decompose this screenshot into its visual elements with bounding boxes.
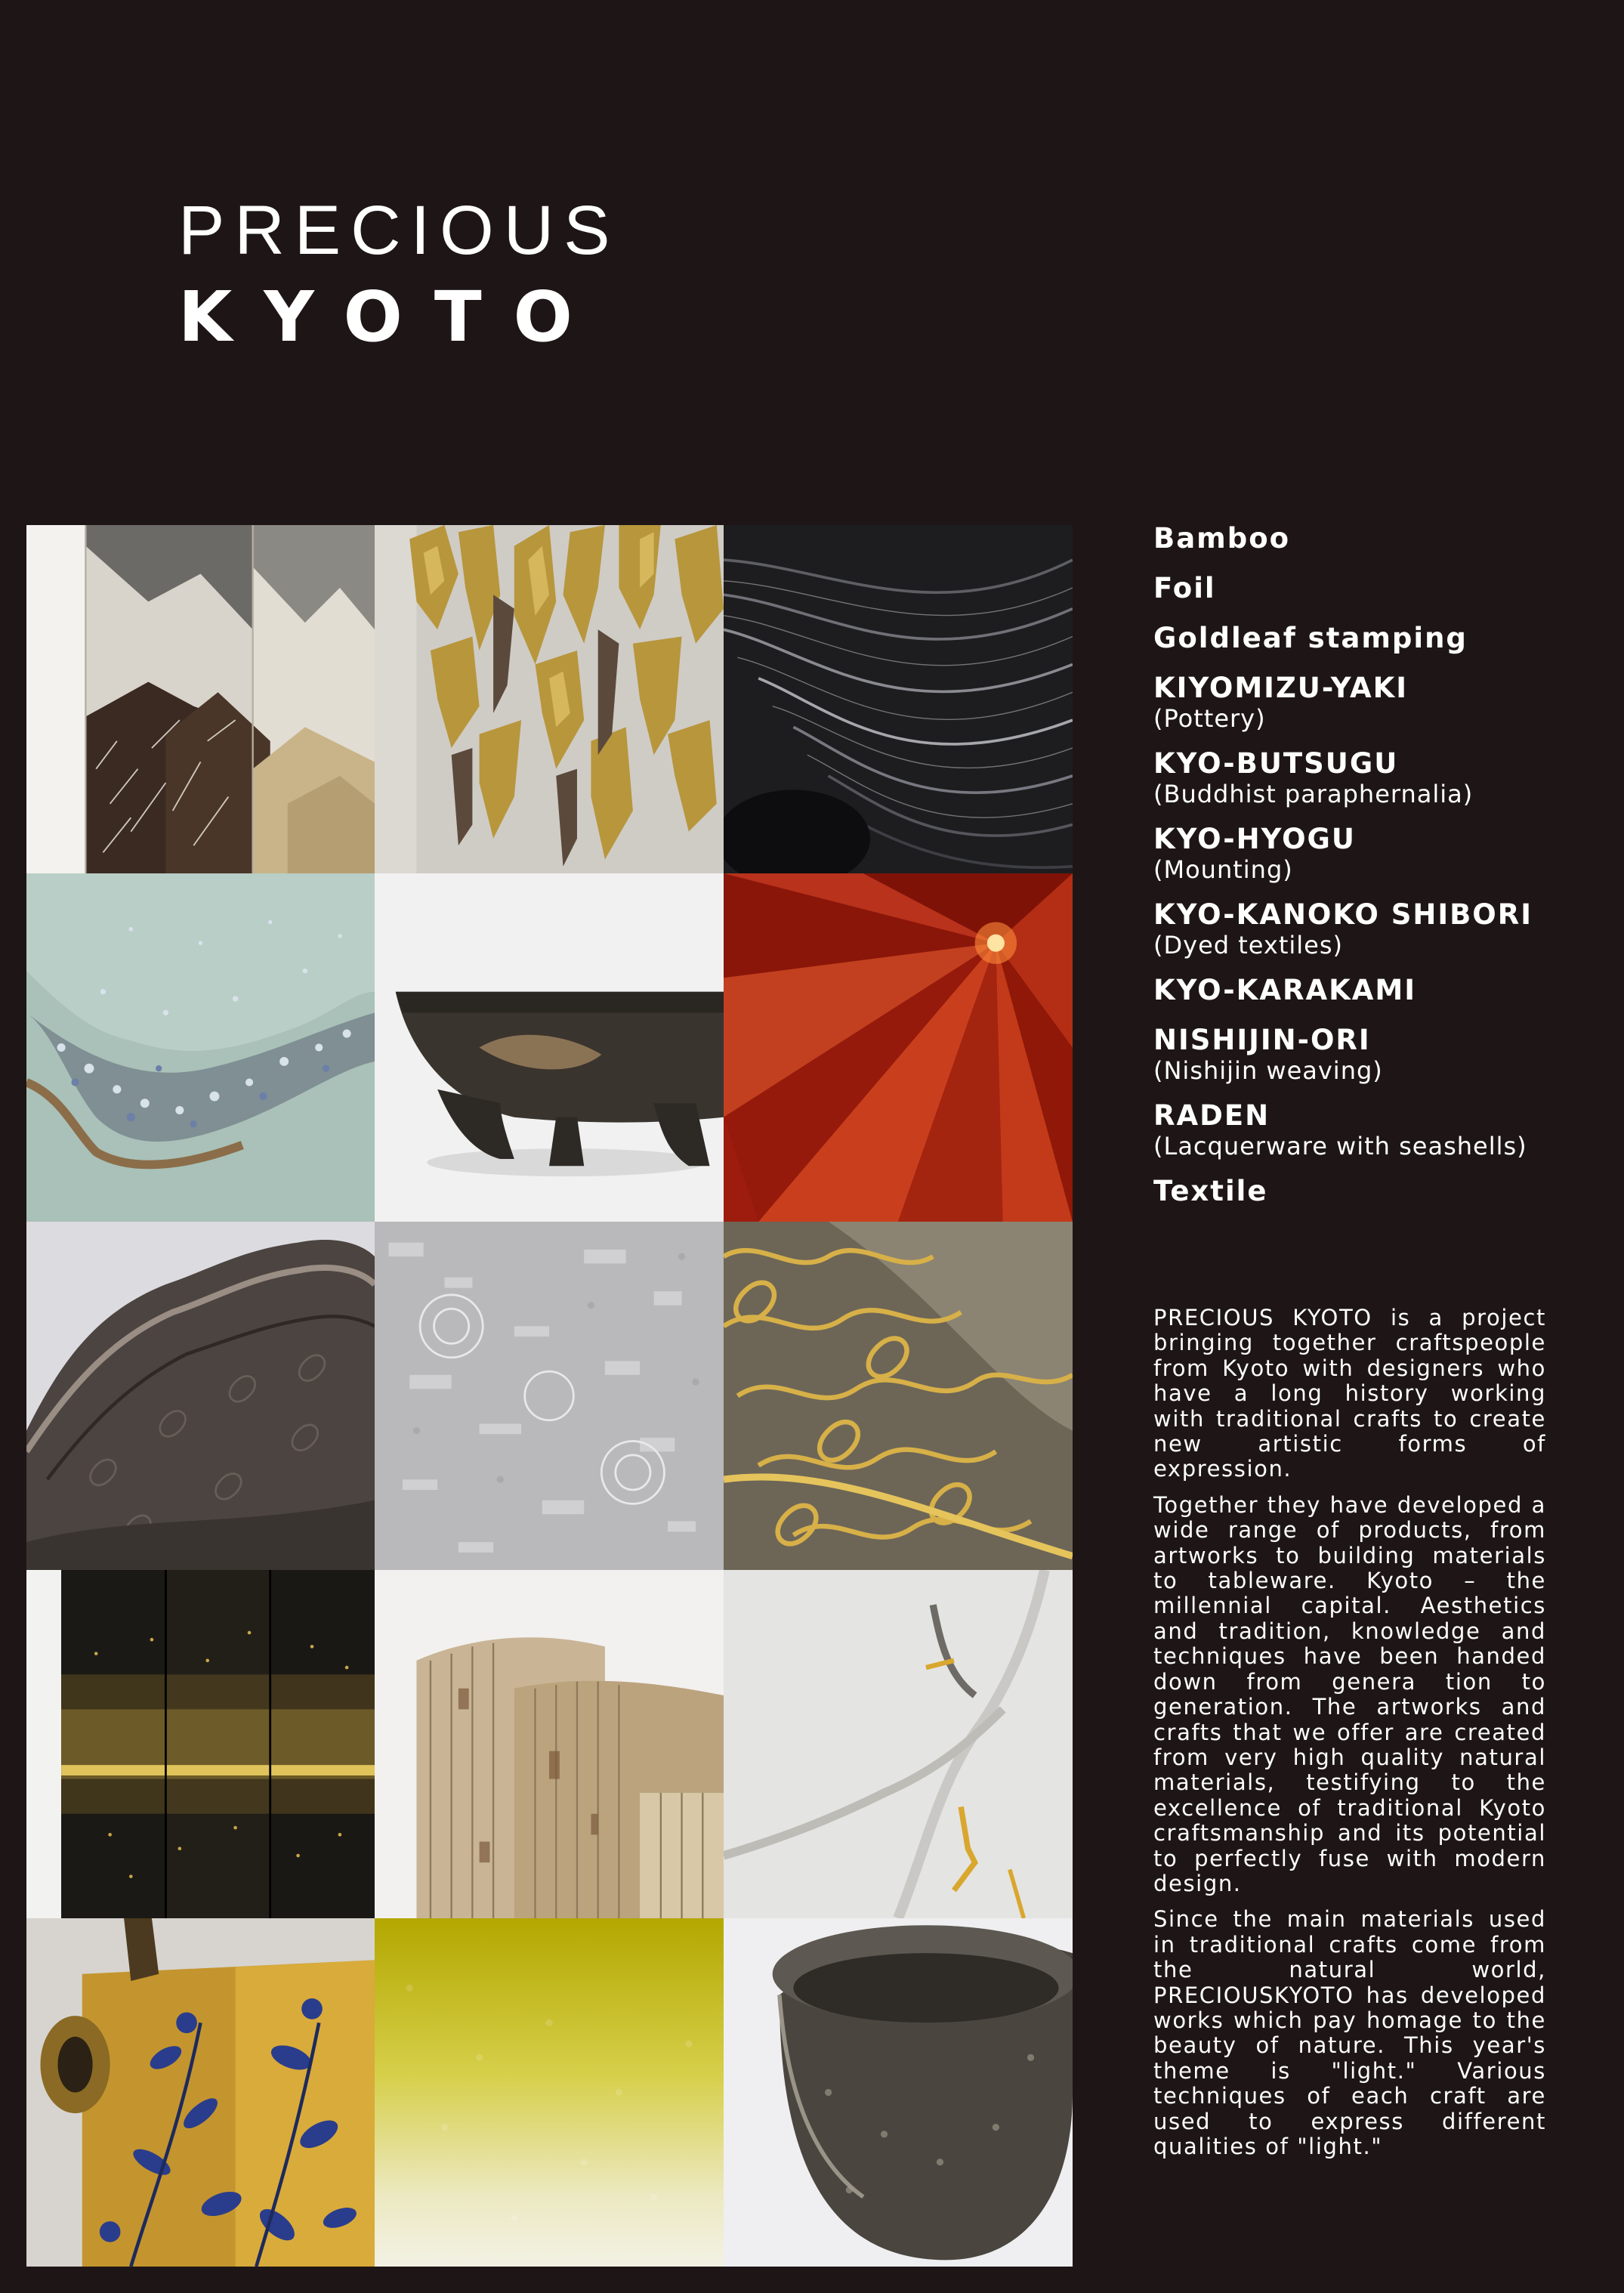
- craft-name: RADEN: [1153, 1099, 1270, 1132]
- craft-item: [1153, 1021, 1607, 1085]
- photo-bamboo-blind-sculpture: [375, 1570, 724, 1918]
- craft-item: [1153, 1173, 1607, 1210]
- brand-line-kyoto: KYOTO: [178, 277, 604, 357]
- craft-item: [1153, 896, 1607, 960]
- craft-list: [1153, 520, 1607, 1222]
- craft-description: (Pottery): [1153, 704, 1266, 733]
- craft-name: Goldleaf stamping: [1153, 622, 1468, 654]
- photo-grid: [26, 525, 1073, 2267]
- brand-line-precious: PRECIOUS: [178, 192, 620, 269]
- craft-name: KIYOMIZU-YAKI: [1153, 672, 1409, 704]
- craft-item: [1153, 520, 1607, 558]
- craft-description: (Mounting): [1153, 855, 1293, 884]
- photo-embossed-metal-tray: [26, 1222, 375, 1570]
- photo-red-karakami-fan: [724, 873, 1073, 1222]
- photo-bronze-footed-bowl: [375, 873, 724, 1222]
- craft-item: [1153, 669, 1607, 733]
- craft-item: [1153, 972, 1607, 1009]
- photo-yellow-gradient-textile: [375, 1918, 724, 2267]
- craft-name: KYO-BUTSUGU: [1153, 747, 1399, 780]
- photo-raden-shell-pattern: [26, 873, 375, 1222]
- craft-name: KYO-KANOKO SHIBORI: [1153, 898, 1533, 931]
- craft-item: [1153, 620, 1607, 657]
- photo-black-brush-texture: [724, 525, 1073, 873]
- craft-description: (Lacquerware with seashells): [1153, 1132, 1527, 1160]
- craft-item: [1153, 1097, 1607, 1160]
- photo-silver-tea-bowl: [724, 1918, 1073, 2267]
- craft-name: Bamboo: [1153, 522, 1291, 555]
- photo-folding-screen-mountains: [26, 525, 375, 873]
- photo-gold-blue-floral-teapot: [26, 1918, 375, 2267]
- craft-name: Textile: [1153, 1175, 1268, 1207]
- craft-name: KYO-HYOGU: [1153, 823, 1356, 855]
- photo-white-damask-textile: [375, 1222, 724, 1570]
- photo-gold-foil-bark: [375, 525, 724, 873]
- craft-item: [1153, 745, 1607, 808]
- brand-logo: [178, 193, 620, 359]
- craft-item: [1153, 570, 1607, 607]
- about-paragraph: Since the main materials used in traditional crafts come from the natural world, PRECIOUSKYOTO has developed works which pay homage to the beauty of nature. This year's theme is "light." Various techniques of each craft are used to express different qualities of "light.": [1153, 1906, 1546, 2159]
- photo-gold-filigree-panel: [724, 1222, 1073, 1570]
- photo-kintsugi-white-surface: [724, 1570, 1073, 1918]
- craft-name: Foil: [1153, 572, 1216, 604]
- photo-gold-dust-lacquer-screen: [26, 1570, 375, 1918]
- craft-description: (Buddhist paraphernalia): [1153, 780, 1474, 808]
- craft-name: KYO-KARAKAMI: [1153, 974, 1416, 1006]
- craft-description: (Nishijin weaving): [1153, 1056, 1383, 1085]
- about-paragraph: PRECIOUS KYOTO is a project bringing together craftspeople from Kyoto with designers who have a long history working with traditional crafts to create new artistic forms of expression.: [1153, 1305, 1546, 1482]
- craft-name: NISHIJIN-ORI: [1153, 1024, 1371, 1056]
- craft-item: [1153, 820, 1607, 884]
- craft-description: (Dyed textiles): [1153, 931, 1344, 960]
- about-paragraph: Together they have developed a wide range of products, from artworks to building materials to tableware. Kyoto – the millennial capital. Aesthetics and tradition, knowledge and techniques have been handed down from genera tion to generation. The artworks and crafts that we offer are created from very high quality natural materials, testifying to the excellence of traditional Kyoto craftsmanship and its potential to perfectly fuse with modern design.: [1153, 1491, 1546, 1896]
- about-text: [1153, 1306, 1546, 2170]
